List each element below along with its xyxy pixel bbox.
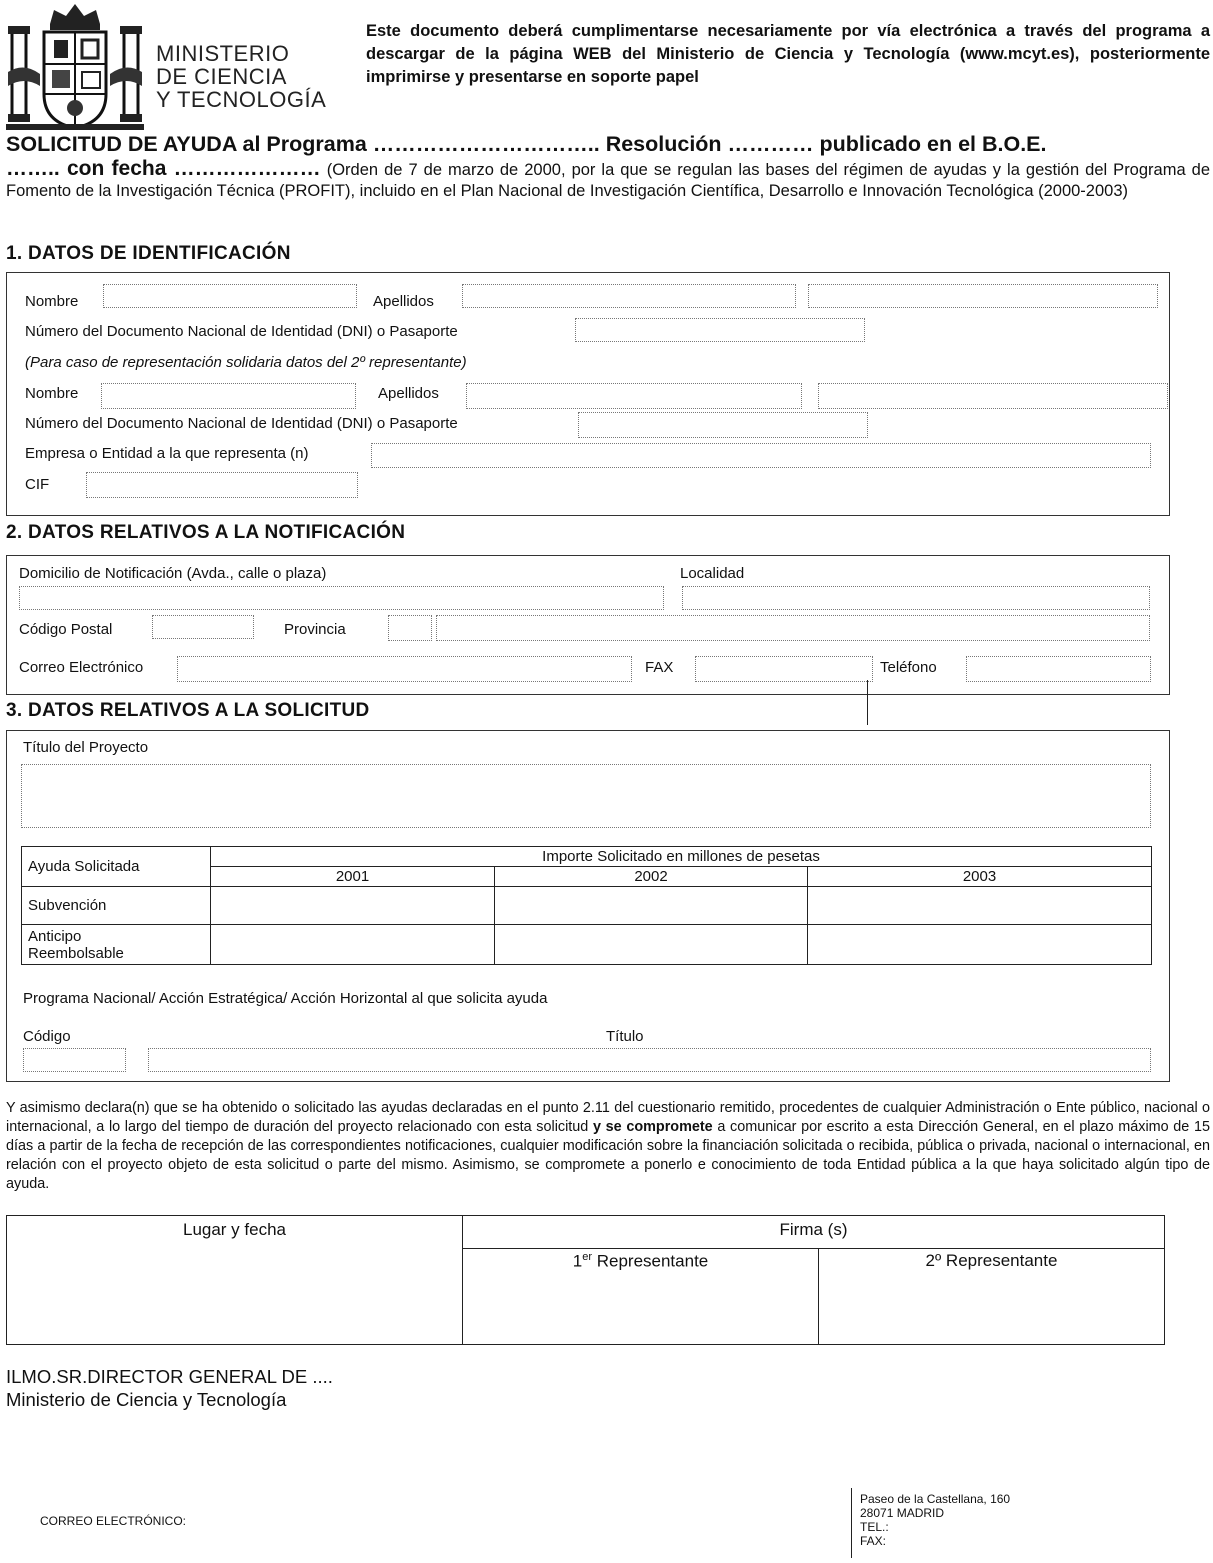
domicilio-label: Domicilio de Notificación (Avda., calle o plaza): [19, 565, 327, 582]
footer-address-line: TEL.:: [860, 1520, 889, 1534]
form-title: SOLICITUD DE AYUDA al Programa ………………………….. Resolución ………… publicado en el B.O.E.: [6, 132, 1047, 156]
declaration-commitment: y se compromete: [592, 1119, 713, 1135]
addressee-line2: Ministerio de Ciencia y Tecnología: [6, 1389, 287, 1410]
ministry-line: Y TECNOLOGÍA: [156, 87, 327, 112]
anticipo-2001-cell[interactable]: [211, 925, 495, 965]
year-2001-header: 2001: [211, 867, 495, 887]
addressee: [6, 1365, 333, 1411]
dni-field[interactable]: [575, 318, 865, 342]
apellidos-label: Apellidos: [373, 293, 434, 310]
footer-address-line: Paseo de la Castellana, 160: [860, 1492, 1011, 1506]
rep1-suffix: Representante: [592, 1251, 709, 1271]
footer-address-line: 28071 MADRID: [860, 1506, 945, 1520]
cif-field[interactable]: [86, 472, 358, 498]
localidad-label: Localidad: [680, 565, 745, 582]
section2-heading: 2. DATOS RELATIVOS A LA NOTIFICACIÓN: [6, 522, 406, 543]
solidaria-note: (Para caso de representación solidaria datos del 2º representante): [25, 354, 467, 371]
section1-heading: 1. DATOS DE IDENTIFICACIÓN: [6, 243, 291, 264]
telefono-label: Teléfono: [880, 659, 937, 676]
anticipo-label: Anticipo Reembolsable: [22, 925, 211, 965]
nombre2-label: Nombre: [25, 385, 79, 402]
domicilio-field[interactable]: [19, 586, 664, 610]
footer-address: [860, 1492, 1010, 1548]
ministry-line: MINISTERIO: [156, 41, 290, 66]
titulo-proyecto-field[interactable]: [21, 764, 1151, 828]
correo-field[interactable]: [177, 656, 632, 682]
form-title-continuation: [6, 158, 1210, 202]
rep1-sup: er: [582, 1251, 592, 1263]
dni2-label: Número del Documento Nacional de Identidad (DNI) o Pasaporte: [25, 415, 458, 432]
lugar-fecha-header: Lugar y fecha: [7, 1216, 463, 1345]
empresa-field[interactable]: [371, 443, 1151, 468]
titulo-proyecto-label: Título del Proyecto: [23, 739, 149, 756]
subvencion-2001-cell[interactable]: [211, 887, 495, 925]
apellido2-field[interactable]: [808, 284, 1158, 308]
codigo-postal-label: Código Postal: [19, 621, 113, 638]
codigo-field[interactable]: [23, 1048, 126, 1072]
provincia-code-field[interactable]: [388, 615, 432, 641]
subvencion-2002-cell[interactable]: [495, 887, 808, 925]
apellido2-rep2-field[interactable]: [818, 383, 1168, 409]
provincia-label: Provincia: [284, 621, 346, 638]
codigo-label: Código: [23, 1028, 71, 1045]
programa-label: Programa Nacional/ Acción Estratégica/ Acción Horizontal al que solicita ayuda: [23, 990, 548, 1007]
footer-address-line: FAX:: [860, 1534, 887, 1548]
nombre2-field[interactable]: [101, 383, 356, 409]
subvencion-label: Subvención: [22, 887, 211, 925]
ministry-line: DE CIENCIA: [156, 64, 287, 89]
apellido1-field[interactable]: [462, 284, 796, 308]
apellido1-rep2-field[interactable]: [466, 383, 802, 409]
apellidos2-label: Apellidos: [378, 385, 439, 402]
titulo-field[interactable]: [148, 1048, 1151, 1072]
rep1-cell[interactable]: [463, 1249, 819, 1345]
cif-label: CIF: [25, 476, 50, 493]
correo-label: Correo Electrónico: [19, 659, 144, 676]
dni-label: Número del Documento Nacional de Identidad (DNI) o Pasaporte: [25, 323, 458, 340]
year-2003-header: 2003: [808, 867, 1152, 887]
fax-label: FAX: [645, 659, 674, 676]
nombre-label: Nombre: [25, 293, 79, 310]
provincia-field[interactable]: [436, 615, 1150, 641]
rep1-prefix: 1: [572, 1251, 583, 1271]
ministry-name: [156, 42, 326, 111]
firma-header: Firma (s): [463, 1216, 1165, 1249]
telefono-field[interactable]: [966, 656, 1151, 682]
footer-divider: [851, 1488, 852, 1558]
coat-of-arms-logo: [4, 2, 146, 132]
codigo-postal-field[interactable]: [152, 615, 254, 639]
declaration-part-b: a comunicar por escrito a esta Dirección General, en el plazo máximo de 15 días a partir de la fecha de recepción de las correspondientes notificaciones, cualquier modificación sobre la financiación solicitada o recibida, pública o privada, nacional o internacional, en relación con el proyecto objeto de esta solicitud o parte del mismo. Asimismo, se compromete a ponerlo e conocimiento de toda Entidad pública a la que haya solicitado algún tipo de ayuda.: [6, 1119, 1210, 1192]
year-2002-header: 2002: [495, 867, 808, 887]
rep2-cell[interactable]: 2º Representante: [819, 1249, 1165, 1345]
stray-divider: [867, 680, 868, 725]
section3-heading: 3. DATOS RELATIVOS A LA SOLICITUD: [6, 700, 370, 721]
anticipo-2003-cell[interactable]: [808, 925, 1152, 965]
title-fecha: …….. con fecha …………………: [6, 157, 321, 180]
addressee-line1: ILMO.SR.DIRECTOR GENERAL DE ....: [6, 1366, 333, 1387]
title-order-text: (Orden de 7 de marzo de 2000, por la que se regulan las bases del régimen de ayudas y la gestión del Programa de Fomento de la Investigación Técnica (PROFIT), incluido en el Plan Nacional de Investigación Científica, Desarrollo e Innovación Tecnológica (2000-2003): [6, 161, 1211, 200]
titulo-label: Título: [606, 1028, 644, 1045]
dni2-field[interactable]: [578, 412, 868, 438]
nombre-field[interactable]: [103, 284, 357, 308]
localidad-field[interactable]: [682, 586, 1150, 610]
header-notice: Este documento deberá cumplimentarse necesariamente por vía electrónica a través del programa a descargar de la página WEB del Ministerio de Ciencia y Tecnología (www.mcyt.es), posteriormente imprimirse y presentarse en soporte papel: [366, 22, 1210, 86]
footer-email-label: CORREO ELECTRÓNICO:: [40, 1514, 187, 1528]
fax-field[interactable]: [695, 656, 873, 682]
subvencion-2003-cell[interactable]: [808, 887, 1152, 925]
declaration-part-a: Y asimismo declara(n) que se ha obtenido o solicitado las ayudas declaradas en el punto 2.11 del cuestionario remitido, procedentes de cualquier Administración o Ente público, nacional o internacional, a lo largo del tiempo de duración del proyecto relacionado con esta solicitud: [6, 1100, 1210, 1135]
importe-header: Importe Solicitado en millones de pesetas: [211, 847, 1152, 867]
funding-table: [21, 846, 1152, 965]
declaration-text: [6, 1099, 1210, 1194]
anticipo-2002-cell[interactable]: [495, 925, 808, 965]
signature-table: [6, 1215, 1165, 1345]
empresa-label: Empresa o Entidad a la que representa (n): [25, 445, 309, 462]
ayuda-solicitada-header: Ayuda Solicitada: [22, 847, 211, 887]
